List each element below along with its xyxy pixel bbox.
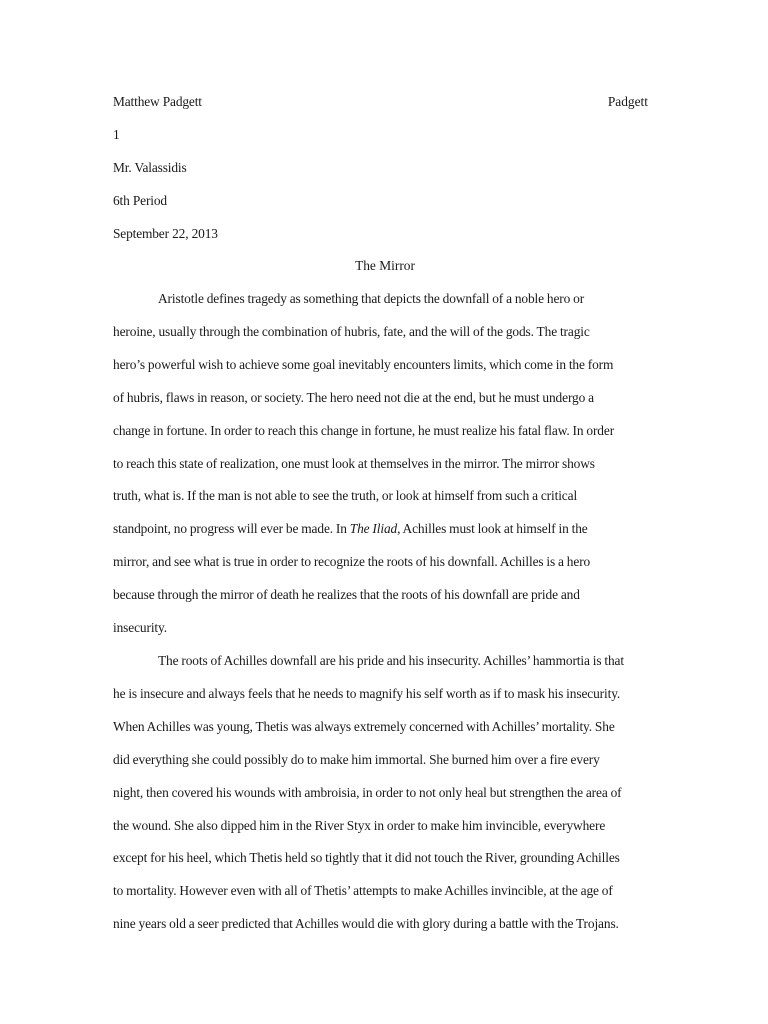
- paragraph-line: Aristotle defines tragedy as something that depicts the downfall of a noble hero or: [158, 291, 585, 306]
- running-head: Padgett: [607, 94, 648, 109]
- paragraph-line: change in fortune. In order to reach this change in fortune, he must realize his fatal flaw. In order: [113, 422, 615, 438]
- paragraph-line: he is insecure and always feels that he needs to magnify his self worth as if to mask his insecurity.: [113, 685, 621, 701]
- text-run: , Achilles must look at himself in the: [397, 521, 588, 537]
- teacher-name: Mr. Valassidis: [113, 160, 187, 175]
- page-number: 1: [113, 127, 120, 142]
- paragraph-line: except for his heel, which Thetis held so tightly that it did not touch the River, grounding Achilles: [113, 850, 620, 866]
- paragraph-2: [113, 645, 655, 941]
- paragraph-line: When Achilles was young, Thetis was always extremely concerned with Achilles’ mortality. She: [113, 718, 615, 734]
- paragraph-1: [113, 283, 655, 645]
- paragraph-line: heroine, usually through the combination of hubris, fate, and the will of the gods. The tragic: [113, 323, 590, 339]
- paragraph-line: did everything she could possibly do to make him immortal. She burned him over a fire every: [113, 751, 600, 767]
- paragraph-line: the wound. She also dipped him in the River Styx in order to make him invincible, everywhere: [113, 817, 606, 833]
- paragraph-line: because through the mirror of death he realizes that the roots of his downfall are pride and: [113, 587, 580, 603]
- paragraph-line: [113, 513, 655, 546]
- paragraph-line: to mortality. However even with all of Thetis’ attempts to make Achilles invincible, at the age of: [113, 883, 613, 899]
- author-name: Matthew Padgett: [113, 94, 202, 109]
- paragraph-line: nine years old a seer predicted that Achilles would die with glory during a battle with the Trojans.: [113, 916, 619, 932]
- essay-title: The Mirror: [355, 258, 415, 273]
- paragraph-line: hero’s powerful wish to achieve some goal inevitably encounters limits, which come in the form: [113, 356, 614, 372]
- paragraph-line: of hubris, flaws in reason, or society. The hero need not die at the end, but he must undergo a: [113, 389, 594, 405]
- paragraph-line: night, then covered his wounds with ambroisia, in order to not only heal but strengthen the area of: [113, 784, 622, 800]
- paragraph-line: mirror, and see what is true in order to recognize the roots of his downfall. Achilles is a hero: [113, 554, 591, 570]
- class-period: 6th Period: [113, 193, 167, 208]
- text-run: standpoint, no progress will ever be made. In: [113, 521, 350, 537]
- paragraph-line: The roots of Achilles downfall are his pride and his insecurity. Achilles’ hammortia is that: [158, 653, 624, 668]
- essay-date: September 22, 2013: [113, 226, 218, 241]
- paragraph-line: to reach this state of realization, one must look at themselves in the mirror. The mirror shows: [113, 455, 595, 471]
- paragraph-line: insecurity.: [113, 620, 167, 636]
- paragraph-line: truth, what is. If the man is not able to see the truth, or look at himself from such a critical: [113, 488, 578, 504]
- book-title-italic: The Iliad: [349, 521, 398, 537]
